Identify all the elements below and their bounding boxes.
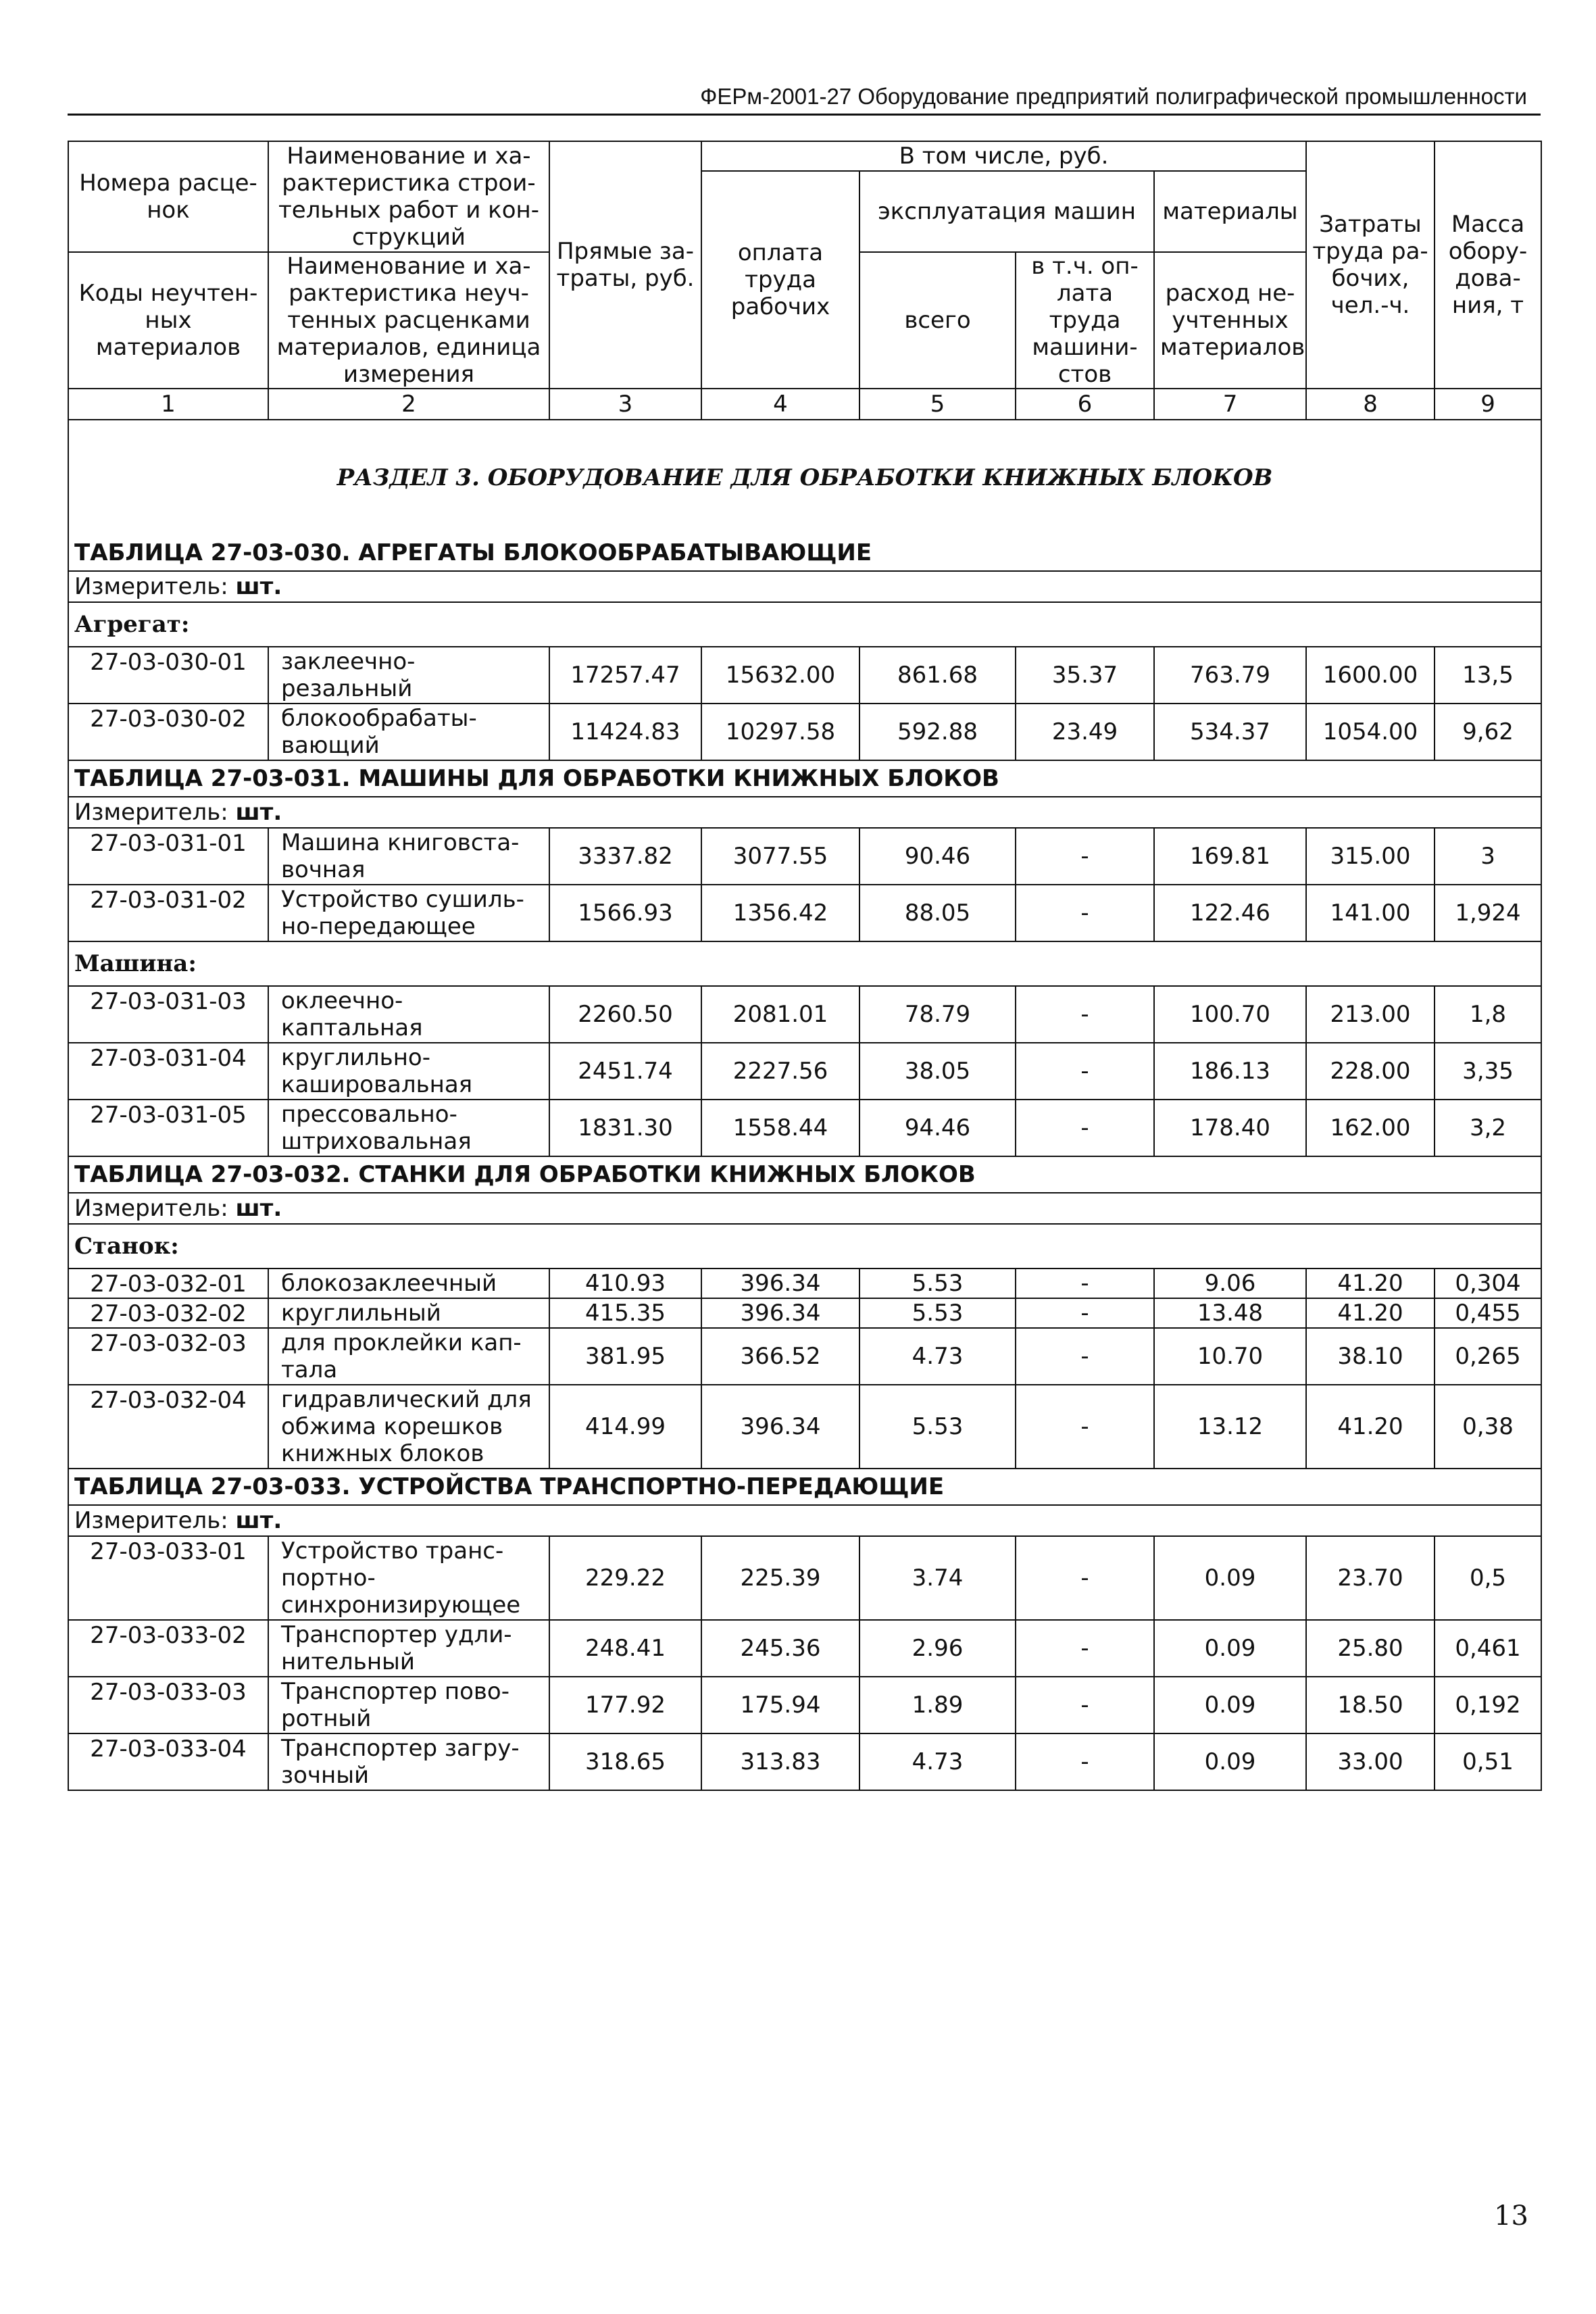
cell-mat: 0.09	[1154, 1733, 1306, 1790]
cell-name: Устройство сушиль-но-передающее	[268, 885, 549, 941]
table-031-body-a	[68, 828, 1541, 941]
cell-code: 27-03-031-03	[68, 986, 268, 1043]
cell-direct: 2451.74	[549, 1043, 701, 1100]
cell-mass: 0,265	[1435, 1328, 1541, 1385]
cell-labor: 313.83	[701, 1733, 859, 1790]
cell-hours: 38.10	[1306, 1328, 1435, 1385]
cell-mach_labor: -	[1016, 1043, 1154, 1100]
cell-labor: 1558.44	[701, 1100, 859, 1156]
rates-table-frame	[68, 141, 1541, 1791]
cell-mat: 100.70	[1154, 986, 1306, 1043]
cell-mach: 90.46	[859, 828, 1016, 885]
cell-code: 27-03-030-02	[68, 704, 268, 760]
table-title-row	[68, 760, 1541, 797]
cell-mass: 3	[1435, 828, 1541, 885]
col-direct: Прямые за-траты, руб.	[549, 141, 701, 389]
cell-labor: 10297.58	[701, 704, 859, 760]
cell-mach: 5.53	[859, 1385, 1016, 1469]
cell-labor: 175.94	[701, 1677, 859, 1733]
page-number: 13	[1494, 2200, 1528, 2232]
measure-text: Измеритель: шт.	[68, 1505, 1541, 1536]
table-031-body-b	[68, 986, 1541, 1156]
cell-hours: 41.20	[1306, 1385, 1435, 1469]
header-row-1	[68, 141, 1541, 171]
table-row	[68, 1269, 1541, 1298]
cell-mach_labor: -	[1016, 1733, 1154, 1790]
col-num: 1	[68, 389, 268, 420]
col-num: 6	[1016, 389, 1154, 420]
cell-mass: 0,51	[1435, 1733, 1541, 1790]
table-row	[68, 1328, 1541, 1385]
cell-mat: 534.37	[1154, 704, 1306, 760]
col-mach-total: всего	[859, 252, 1016, 389]
cell-name: Машина книговста-вочная	[268, 828, 549, 885]
cell-direct: 229.22	[549, 1536, 701, 1620]
cell-code: 27-03-031-04	[68, 1043, 268, 1100]
table-row	[68, 1298, 1541, 1328]
cell-code: 27-03-032-02	[68, 1298, 268, 1328]
cell-mat: 186.13	[1154, 1043, 1306, 1100]
col-labor-pay: оплата труда рабочих	[701, 171, 859, 389]
table-row	[68, 885, 1541, 941]
col-mass: Масса обору-дова-ния, т	[1435, 141, 1541, 389]
table-row	[68, 1043, 1541, 1100]
cell-code: 27-03-033-01	[68, 1536, 268, 1620]
cell-hours: 41.20	[1306, 1298, 1435, 1328]
running-header	[68, 80, 1541, 116]
cell-mach_labor: -	[1016, 986, 1154, 1043]
cell-mass: 3,2	[1435, 1100, 1541, 1156]
cell-direct: 1566.93	[549, 885, 701, 941]
cell-labor: 225.39	[701, 1536, 859, 1620]
cell-mat: 0.09	[1154, 1677, 1306, 1733]
cell-mat: 13.12	[1154, 1385, 1306, 1469]
cell-mach_labor: -	[1016, 1298, 1154, 1328]
cell-direct: 3337.82	[549, 828, 701, 885]
cell-mach_labor: -	[1016, 1536, 1154, 1620]
cell-mat: 10.70	[1154, 1328, 1306, 1385]
cell-name: оклеечно-каптальная	[268, 986, 549, 1043]
cell-labor: 15632.00	[701, 647, 859, 704]
col-mach-labor: в т.ч. оп-лата труда машини-стов	[1016, 252, 1154, 389]
cell-mat: 122.46	[1154, 885, 1306, 941]
measure-text: Измеритель: шт.	[68, 797, 1541, 828]
measure-row	[68, 1193, 1541, 1224]
cell-labor: 2227.56	[701, 1043, 859, 1100]
cell-code: 27-03-032-01	[68, 1269, 268, 1298]
col-incl: В том числе, руб.	[701, 141, 1306, 171]
cell-mach: 1.89	[859, 1677, 1016, 1733]
cell-mass: 1,8	[1435, 986, 1541, 1043]
cell-mach_labor: -	[1016, 1100, 1154, 1156]
cell-code: 27-03-033-02	[68, 1620, 268, 1677]
cell-mat: 0.09	[1154, 1536, 1306, 1620]
cell-code: 27-03-031-05	[68, 1100, 268, 1156]
cell-mach_labor: -	[1016, 828, 1154, 885]
cell-mat: 763.79	[1154, 647, 1306, 704]
rates-table	[68, 141, 1542, 1791]
cell-mat: 178.40	[1154, 1100, 1306, 1156]
cell-mat: 169.81	[1154, 828, 1306, 885]
cell-labor: 396.34	[701, 1298, 859, 1328]
cell-hours: 228.00	[1306, 1043, 1435, 1100]
cell-direct: 248.41	[549, 1620, 701, 1677]
column-numbers-row	[68, 389, 1541, 420]
group-row	[68, 941, 1541, 986]
table-title: ТАБЛИЦА 27-03-031. МАШИНЫ ДЛЯ ОБРАБОТКИ КНИЖНЫХ БЛОКОВ	[68, 760, 1541, 797]
cell-mach: 78.79	[859, 986, 1016, 1043]
cell-mass: 0,38	[1435, 1385, 1541, 1469]
cell-labor: 396.34	[701, 1385, 859, 1469]
cell-hours: 1600.00	[1306, 647, 1435, 704]
col-num: 5	[859, 389, 1016, 420]
group-label: Станок:	[68, 1224, 1541, 1269]
group-label: Агрегат:	[68, 602, 1541, 647]
table-row	[68, 647, 1541, 704]
cell-mass: 9,62	[1435, 704, 1541, 760]
measure-row	[68, 797, 1541, 828]
table-title: ТАБЛИЦА 27-03-030. АГРЕГАТЫ БЛОКООБРАБАТЫВАЮЩИЕ	[68, 535, 1541, 571]
col-name-top: Наименование и ха-рактеристика строи-тельных работ и кон-струкций	[268, 141, 549, 252]
cell-mach_labor: -	[1016, 1620, 1154, 1677]
table-030-body	[68, 647, 1541, 760]
cell-mass: 0,5	[1435, 1536, 1541, 1620]
cell-mach_labor: -	[1016, 1328, 1154, 1385]
cell-name: для проклейки кап-тала	[268, 1328, 549, 1385]
cell-direct: 1831.30	[549, 1100, 701, 1156]
cell-direct: 415.35	[549, 1298, 701, 1328]
col-num: 3	[549, 389, 701, 420]
measure-row	[68, 571, 1541, 602]
table-row	[68, 986, 1541, 1043]
cell-mach_labor: -	[1016, 885, 1154, 941]
col-num: 2	[268, 389, 549, 420]
cell-mach: 592.88	[859, 704, 1016, 760]
cell-mach: 4.73	[859, 1328, 1016, 1385]
cell-code: 27-03-031-01	[68, 828, 268, 885]
cell-hours: 25.80	[1306, 1620, 1435, 1677]
cell-name: заклеечно-резальный	[268, 647, 549, 704]
cell-mach: 3.74	[859, 1536, 1016, 1620]
cell-mass: 0,192	[1435, 1677, 1541, 1733]
cell-labor: 3077.55	[701, 828, 859, 885]
cell-labor: 366.52	[701, 1328, 859, 1385]
table-title-row	[68, 1156, 1541, 1193]
cell-mach: 2.96	[859, 1620, 1016, 1677]
cell-direct: 318.65	[549, 1733, 701, 1790]
cell-name: круглильно-кашировальная	[268, 1043, 549, 1100]
col-code-bottom: Коды неучтен-ных материалов	[68, 252, 268, 389]
cell-direct: 17257.47	[549, 647, 701, 704]
cell-mass: 1,924	[1435, 885, 1541, 941]
header-title: ФЕРм-2001-27 Оборудование предприятий полиграфической промышленности	[700, 84, 1527, 109]
cell-direct: 2260.50	[549, 986, 701, 1043]
cell-labor: 1356.42	[701, 885, 859, 941]
cell-mat: 0.09	[1154, 1620, 1306, 1677]
table-row	[68, 828, 1541, 885]
col-mat-unacc: расход не-учтенных материалов	[1154, 252, 1306, 389]
measure-text: Измеритель: шт.	[68, 1193, 1541, 1224]
cell-name: Устройство транс-портно-синхронизирующее	[268, 1536, 549, 1620]
cell-hours: 315.00	[1306, 828, 1435, 885]
group-row	[68, 602, 1541, 647]
cell-name: Транспортер удли-нительный	[268, 1620, 549, 1677]
table-title: ТАБЛИЦА 27-03-033. УСТРОЙСТВА ТРАНСПОРТНО-ПЕРЕДАЮЩИЕ	[68, 1469, 1541, 1505]
table-row	[68, 1536, 1541, 1620]
cell-mach: 38.05	[859, 1043, 1016, 1100]
cell-code: 27-03-033-04	[68, 1733, 268, 1790]
cell-mach_labor: -	[1016, 1677, 1154, 1733]
cell-mach: 5.53	[859, 1298, 1016, 1328]
col-machines: эксплуатация машин	[859, 171, 1154, 252]
cell-mass: 3,35	[1435, 1043, 1541, 1100]
cell-mach_labor: 23.49	[1016, 704, 1154, 760]
table-033-body	[68, 1536, 1541, 1790]
cell-mass: 0,461	[1435, 1620, 1541, 1677]
table-row	[68, 1677, 1541, 1733]
cell-name: круглильный	[268, 1298, 549, 1328]
col-code-top: Номера расце-нок	[68, 141, 268, 252]
cell-name: гидравлический для обжима корешков книжных блоков	[268, 1385, 549, 1469]
cell-direct: 414.99	[549, 1385, 701, 1469]
cell-mach_labor: -	[1016, 1385, 1154, 1469]
section-title: РАЗДЕЛ 3. ОБОРУДОВАНИЕ ДЛЯ ОБРАБОТКИ КНИЖНЫХ БЛОКОВ	[68, 420, 1541, 535]
cell-name: блокообрабаты-вающий	[268, 704, 549, 760]
cell-hours: 23.70	[1306, 1536, 1435, 1620]
cell-mach_labor: 35.37	[1016, 647, 1154, 704]
cell-hours: 1054.00	[1306, 704, 1435, 760]
measure-row	[68, 1505, 1541, 1536]
table-row	[68, 1733, 1541, 1790]
cell-name: Транспортер загру-зочный	[268, 1733, 549, 1790]
cell-mass: 13,5	[1435, 647, 1541, 704]
cell-mass: 0,304	[1435, 1269, 1541, 1298]
cell-mach: 4.73	[859, 1733, 1016, 1790]
col-num: 8	[1306, 389, 1435, 420]
cell-mach: 5.53	[859, 1269, 1016, 1298]
cell-direct: 11424.83	[549, 704, 701, 760]
table-row	[68, 1620, 1541, 1677]
cell-mach_labor: -	[1016, 1269, 1154, 1298]
cell-hours: 18.50	[1306, 1677, 1435, 1733]
table-title: ТАБЛИЦА 27-03-032. СТАНКИ ДЛЯ ОБРАБОТКИ КНИЖНЫХ БЛОКОВ	[68, 1156, 1541, 1193]
cell-name: блокозаклеечный	[268, 1269, 549, 1298]
cell-hours: 213.00	[1306, 986, 1435, 1043]
table-row	[68, 1100, 1541, 1156]
cell-mach: 94.46	[859, 1100, 1016, 1156]
cell-labor: 396.34	[701, 1269, 859, 1298]
table-row	[68, 1385, 1541, 1469]
cell-code: 27-03-033-03	[68, 1677, 268, 1733]
group-label: Машина:	[68, 941, 1541, 986]
cell-code: 27-03-032-03	[68, 1328, 268, 1385]
cell-name: Транспортер пово-ротный	[268, 1677, 549, 1733]
cell-code: 27-03-032-04	[68, 1385, 268, 1469]
cell-direct: 381.95	[549, 1328, 701, 1385]
col-num: 7	[1154, 389, 1306, 420]
cell-hours: 41.20	[1306, 1269, 1435, 1298]
cell-mass: 0,455	[1435, 1298, 1541, 1328]
cell-hours: 141.00	[1306, 885, 1435, 941]
col-materials: материалы	[1154, 171, 1306, 252]
cell-labor: 245.36	[701, 1620, 859, 1677]
cell-mach: 861.68	[859, 647, 1016, 704]
col-num: 9	[1435, 389, 1541, 420]
cell-code: 27-03-031-02	[68, 885, 268, 941]
cell-hours: 33.00	[1306, 1733, 1435, 1790]
cell-code: 27-03-030-01	[68, 647, 268, 704]
table-title-row	[68, 535, 1541, 571]
cell-hours: 162.00	[1306, 1100, 1435, 1156]
cell-mat: 13.48	[1154, 1298, 1306, 1328]
col-name-bottom: Наименование и ха-рактеристика неуч-тенных расценками материалов, единица измерения	[268, 252, 549, 389]
table-row	[68, 704, 1541, 760]
group-row	[68, 1224, 1541, 1269]
col-labor-cost: Затраты труда ра-бочих, чел.-ч.	[1306, 141, 1435, 389]
cell-name: прессовально-штриховальная	[268, 1100, 549, 1156]
measure-text: Измеритель: шт.	[68, 571, 1541, 602]
table-title-row	[68, 1469, 1541, 1505]
cell-mach: 88.05	[859, 885, 1016, 941]
cell-direct: 177.92	[549, 1677, 701, 1733]
table-032-body	[68, 1269, 1541, 1469]
cell-mat: 9.06	[1154, 1269, 1306, 1298]
cell-direct: 410.93	[549, 1269, 701, 1298]
cell-labor: 2081.01	[701, 986, 859, 1043]
col-num: 4	[701, 389, 859, 420]
section-row	[68, 420, 1541, 535]
